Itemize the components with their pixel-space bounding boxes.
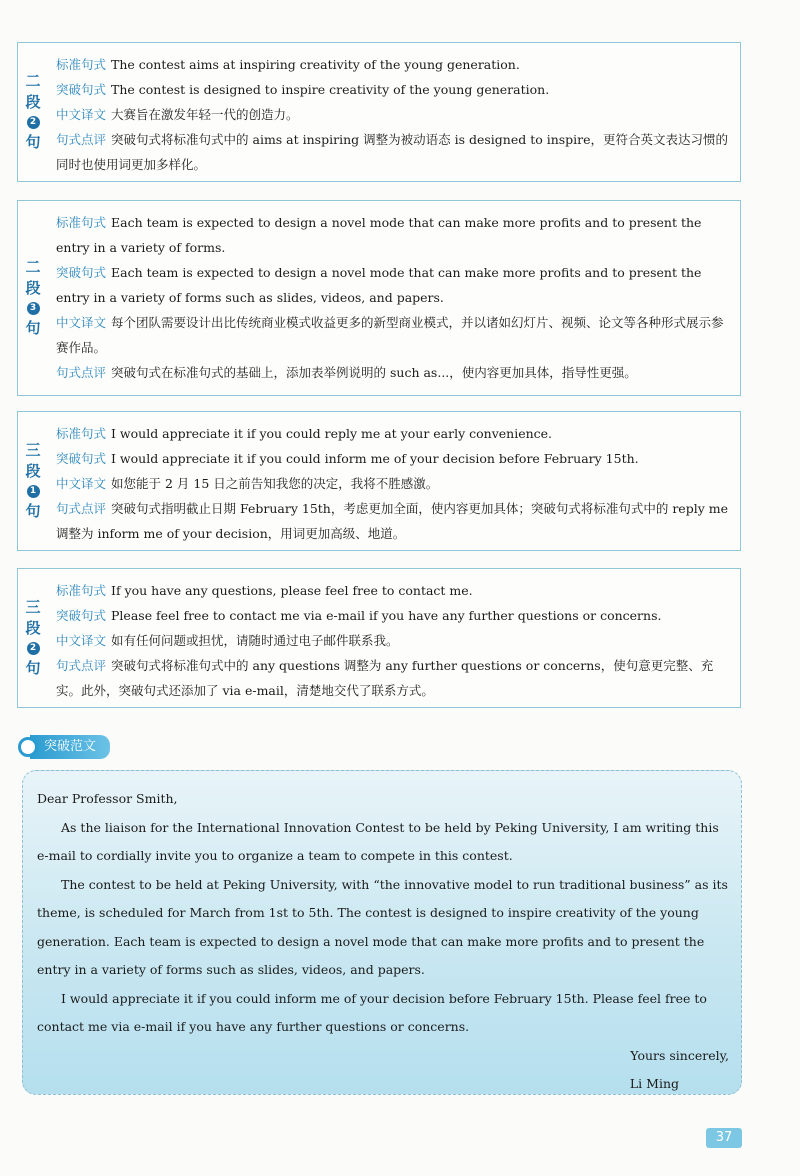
comment-row: 句式点评 突破句式指明截止日期 February 15th，考虑更加全面，使内容更加具体；突破句式将标准句式中的 reply me 调整为 inform me of your decision，用词更加高级、地道。: [56, 501, 728, 541]
comment-row: 句式点评 突破句式将标准句式中的 any questions 调整为 any further questions or concerns，使句意更完整、充实。此外，突破句式还添加了 via e-mail，清楚地交代了联系方式。: [56, 658, 714, 698]
breakthrough-row: 突破句式 I would appreciate it if you could inform me of your decision before February 15th.: [56, 451, 639, 466]
standard-row: 标准句式 If you have any questions, please feel free to contact me.: [56, 583, 473, 598]
number-circle-icon: 3: [27, 302, 40, 315]
number-circle-icon: 2: [27, 642, 40, 655]
panel-side-label: 二 段 2 句: [25, 72, 41, 151]
panel-side-label: 三 段 1 句: [25, 441, 41, 520]
comment-row: 句式点评 突破句式在标准句式的基础上，添加表举例说明的 such as...，使内容更加具体，指导性更强。: [56, 365, 637, 380]
breakthrough-row: 突破句式 Please feel free to contact me via e-mail if you have any further questions or concerns.: [56, 608, 662, 623]
translation-row: 中文译文 如有任何问题或担忧，请随时通过电子邮件联系我。: [56, 633, 399, 648]
comment-row: 句式点评 突破句式将标准句式中的 aims at inspiring 调整为被动语态 is designed to inspire，更符合英文表达习惯的同时也使用词更加多样化。: [56, 132, 729, 172]
essay-signature: Li Ming: [629, 1076, 679, 1091]
standard-row: 标准句式 I would appreciate it if you could reply me at your early convenience.: [56, 426, 553, 441]
sentence-panel-3-2: [17, 568, 741, 708]
essay-paragraph-2: The contest to be held at Peking University, with “the innovative model to run traditional business” as its theme, is scheduled for March from 1st to 5th. The contest is designed to inspire creativity of the young generation. Each team is expected to design a novel mode that can make more profits and to present the entry in a variety of forms such as slides, videos, and papers.: [37, 876, 728, 977]
sentence-panel-3-1: [17, 411, 741, 551]
magnifier-icon: [18, 737, 38, 757]
essay-paragraph-1: As the liaison for the International Innovation Contest to be held by Peking University, I am writing this e-mail to cordially invite you to organize a team to compete in this contest.: [37, 819, 719, 863]
number-circle-icon: 2: [27, 116, 40, 129]
model-essay: [22, 770, 742, 1095]
sentence-panel-2-2: [17, 42, 741, 182]
essay-paragraph-3: I would appreciate it if you could inform me of your decision before February 15th. Please feel free to contact me via e-mail if you have any further questions or concerns.: [37, 990, 707, 1034]
section-title-label: 突破范文: [30, 735, 110, 759]
number-circle-icon: 1: [27, 485, 40, 498]
panel-side-label: 三 段 2 句: [25, 598, 41, 677]
standard-row: 标准句式 The contest aims at inspiring creativity of the young generation.: [56, 57, 520, 72]
sentence-panel-2-3: [17, 200, 741, 396]
translation-row: 中文译文 每个团队需要设计出比传统商业模式收益更多的新型商业模式，并以诸如幻灯片、视频、论文等各种形式展示参赛作品。: [56, 315, 724, 355]
breakthrough-row: 突破句式 The contest is designed to inspire creativity of the young generation.: [56, 82, 550, 97]
panel-side-label: 二 段 3 句: [25, 258, 41, 337]
page-number: 37: [706, 1128, 742, 1148]
translation-row: 中文译文 如您能于 2 月 15 日之前告知我您的决定，我将不胜感激。: [56, 476, 439, 491]
essay-salutation: Dear Professor Smith,: [37, 791, 178, 806]
breakthrough-row: 突破句式 Each team is expected to design a novel mode that can make more profits and to present the entry in a variety of forms such as slides, videos, and papers.: [56, 265, 702, 305]
section-title: [18, 735, 110, 759]
essay-closing: Yours sincerely,: [630, 1047, 729, 1063]
translation-row: 中文译文 大赛旨在激发年轻一代的创造力。: [56, 107, 299, 122]
standard-row: 标准句式 Each team is expected to design a novel mode that can make more profits and to present the entry in a variety of forms.: [56, 215, 702, 255]
